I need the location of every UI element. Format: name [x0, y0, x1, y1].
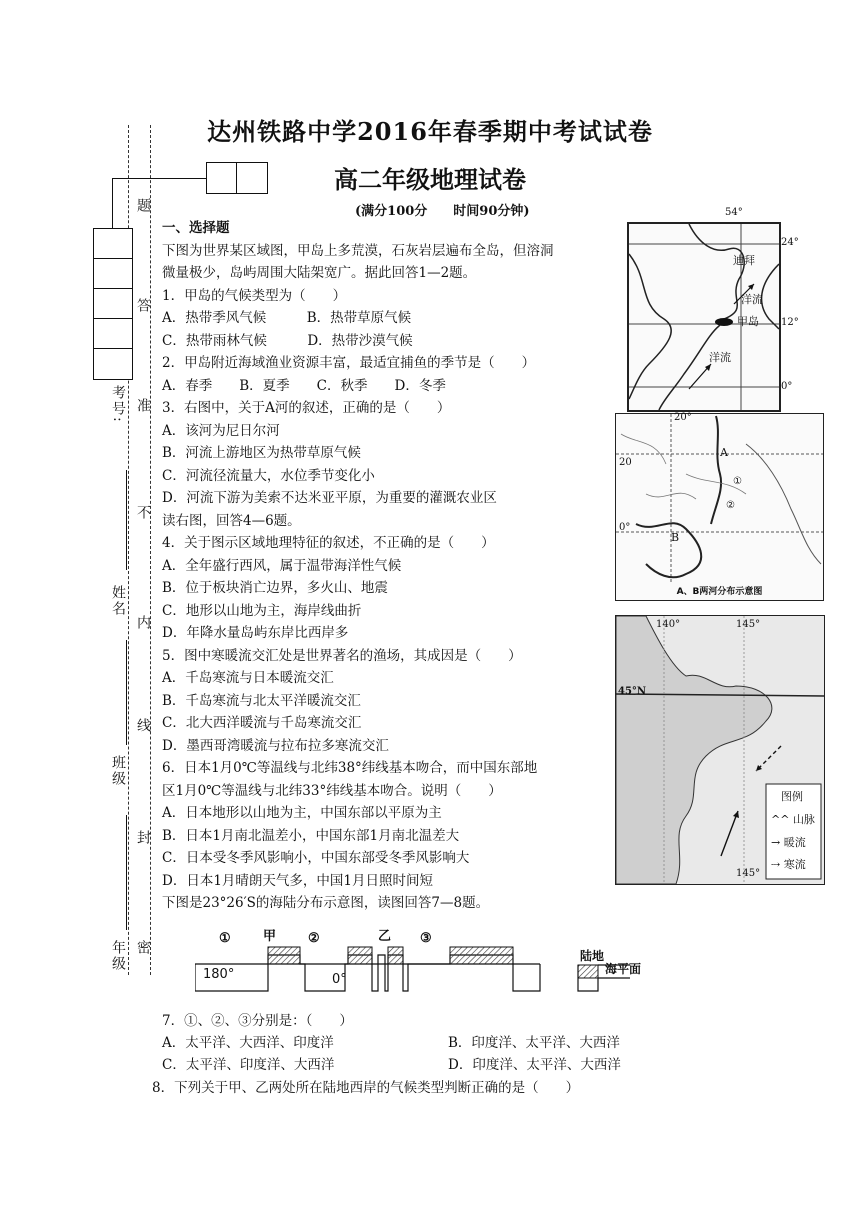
map2-lon: 20° [674, 412, 692, 423]
seal-char: 内 [135, 615, 151, 631]
diagram-lon-0: 0° [332, 972, 347, 987]
question-line: B．日本1月南北温差小，中国东部1月南北温差大 [162, 827, 460, 844]
question-line: 4．关于图示区域地理特征的叙述，不正确的是（ ） [162, 535, 495, 551]
question-line: 读右图，回答4—6题。 [162, 512, 301, 529]
exam-title: 高二年级地理试卷 [334, 165, 526, 194]
map-arabia [627, 207, 799, 412]
question-line: A．全年盛行西风，属于温带海洋性气候 [162, 557, 402, 574]
question-line: 6．日本1月0℃等温线与北纬38°纬线基本吻合，而中国东部地 [162, 760, 538, 776]
question-line: D．日本1月晴朗天气多，中国1月日照时间短 [162, 872, 434, 889]
map3-legend-mountain: ^^ 山脉 [771, 813, 815, 826]
diagram-ocean-1: ① [219, 931, 231, 946]
map2-caption: A、B两河分布示意图 [676, 587, 763, 597]
seal-char: 题 [135, 198, 151, 214]
map-rivers [615, 413, 824, 601]
seal-char: 不 [135, 505, 151, 521]
question-line: C．河流径流量大，水位季节变化小 [162, 467, 375, 484]
question-line: D．年降水量岛屿东岸比西岸多 [162, 625, 349, 641]
legend-warm-label: 暖流 [783, 836, 806, 849]
id-cell-2 [93, 258, 133, 290]
question-line: C．日本受冬季风影响小，中国东部受冬季风影响大 [162, 850, 470, 866]
id-cell-5 [93, 348, 133, 380]
question-line: 下图为世界某区域图，甲岛上多荒漠，石灰岩层遍布全岛，但溶洞 [162, 242, 554, 259]
map2-lat1: 20 [619, 457, 632, 468]
map3-lon1: 140° [656, 619, 681, 630]
question-line: D．河流下游为美索不达米亚平原，为重要的灌溉农业区 [162, 490, 497, 506]
question-line: A．春季 B．夏季 C．秋季 D．冬季 [162, 377, 446, 394]
question-line: A．日本地形以山地为主，中国东部以平原为主 [162, 805, 442, 821]
map2-marker-1: ① [733, 476, 742, 487]
diagram-legend-land: 陆地 [580, 949, 605, 963]
q7-option-b: B．印度洋、太平洋、大西洋 [448, 1035, 620, 1051]
question-line: 区1月0℃等温线与北纬33°纬线基本吻合。说明（ ） [162, 782, 502, 799]
map2-marker-2: ② [726, 500, 735, 511]
question-line: 下图是23°26′S的海陆分布示意图，读图回答7—8题。 [162, 895, 490, 911]
seal-char: 线 [135, 718, 151, 734]
q7-option-c: C．太平洋、印度洋、大西洋 [162, 1057, 335, 1073]
q7-option-d: D．印度洋、太平洋、大西洋 [448, 1057, 621, 1073]
seal-char: 封 [135, 830, 151, 846]
diagram-legend-sea: 海平面 [605, 962, 642, 976]
map3-legend-cold: ⇢ 寒流 [771, 858, 806, 871]
question-line: B．位于板块消亡边界，多火山、地震 [162, 580, 388, 596]
field-class: 班级 [110, 755, 126, 787]
q7-option-a: A．太平洋、大西洋、印度洋 [162, 1035, 334, 1051]
school-title: 达州铁路中学2016年春季期中考试试卷 [207, 117, 653, 146]
q7-stem: 7．①、②、③分别是：（ ） [162, 1013, 353, 1029]
question-line: 微量极少，岛屿周围大陆架宽广。据此回答1—2题。 [162, 265, 477, 281]
map1-lon: 54° [725, 207, 743, 218]
map1-label: 迪拜 [733, 254, 755, 267]
seal-char: 准 [135, 398, 151, 414]
question-line: A．该河为尼日尔河 [162, 422, 280, 439]
map3-lon2: 145° [736, 619, 761, 630]
question-line: C．地形以山地为主，海岸线曲折 [162, 602, 362, 619]
seal-line-outer [150, 125, 151, 975]
field-name: 姓名 [110, 585, 126, 617]
question-line: A．千岛寒流与日本暖流交汇 [162, 670, 334, 686]
legend-cold-label: 寒流 [783, 858, 806, 871]
map1-lat-bot: 0° [781, 381, 793, 392]
map3-legend-warm: → 暖流 [771, 836, 806, 849]
seal-char: 密 [135, 940, 151, 956]
map3-lon-bottom: 145° [736, 868, 761, 879]
question-line: C．北大西洋暖流与千岛寒流交汇 [162, 715, 362, 731]
exam-info: (满分100分 时间90分钟) [355, 204, 530, 219]
field-grade: 年级 [110, 940, 126, 972]
map1-current-1: 洋流 [741, 293, 763, 306]
question-line: 2．甲岛附近海域渔业资源丰富，最适宜捕鱼的季节是（ ） [162, 355, 536, 371]
diagram-yi: 乙 [378, 929, 392, 944]
diagram-jia: 甲 [263, 929, 277, 944]
map3-legend-title: 图例 [781, 790, 803, 803]
question-line: B．河流上游地区为热带草原气候 [162, 445, 361, 461]
map1-lat-mid: 12° [781, 317, 799, 328]
id-cell-3 [93, 288, 133, 320]
map2-river-a: A [720, 446, 728, 459]
question-line: D．墨西哥湾暖流与拉布拉多寒流交汇 [162, 737, 389, 754]
map1-lat-top: 24° [781, 237, 799, 248]
map1-current-2: 洋流 [709, 351, 731, 364]
q8-stem: 8．下列关于甲、乙两处所在陆地西岸的气候类型判断正确的是（ ） [152, 1080, 580, 1096]
question-line: 3．右图中，关于A河的叙述，正确的是（ ） [162, 400, 451, 416]
diagram-ocean-2: ② [308, 931, 320, 946]
map2-lat2: 0° [619, 522, 631, 533]
id-cell-4 [93, 318, 133, 350]
question-line: 1．甲岛的气候类型为（ ） [162, 287, 347, 304]
question-line: C．热带雨林气候 D．热带沙漠气候 [162, 332, 413, 349]
legend-mountain-label: 山脉 [792, 813, 815, 826]
section-heading: 一、选择题 [162, 220, 230, 236]
map1-island-label: 甲岛 [737, 315, 759, 328]
seal-char: 答 [135, 298, 151, 314]
diagram-ocean-3: ③ [420, 931, 432, 946]
diagram-lon-180: 180° [203, 967, 235, 982]
map3-lat: 45°N [618, 686, 647, 697]
id-cell-1 [93, 228, 133, 260]
map2-river-b: B [671, 531, 680, 544]
question-line: A．热带季风气候 B．热带草原气候 [162, 310, 412, 326]
question-line: 5．图中寒暖流交汇处是世界著名的渔场，其成因是（ ） [162, 647, 522, 664]
land-sea-diagram [195, 925, 655, 1000]
question-line: B．千岛寒流与北太平洋暖流交汇 [162, 692, 361, 709]
map-japan [615, 615, 825, 885]
map-rivers-drawing [616, 414, 823, 584]
field-exam-number: 考号: [110, 385, 126, 424]
island-jia [715, 318, 733, 326]
